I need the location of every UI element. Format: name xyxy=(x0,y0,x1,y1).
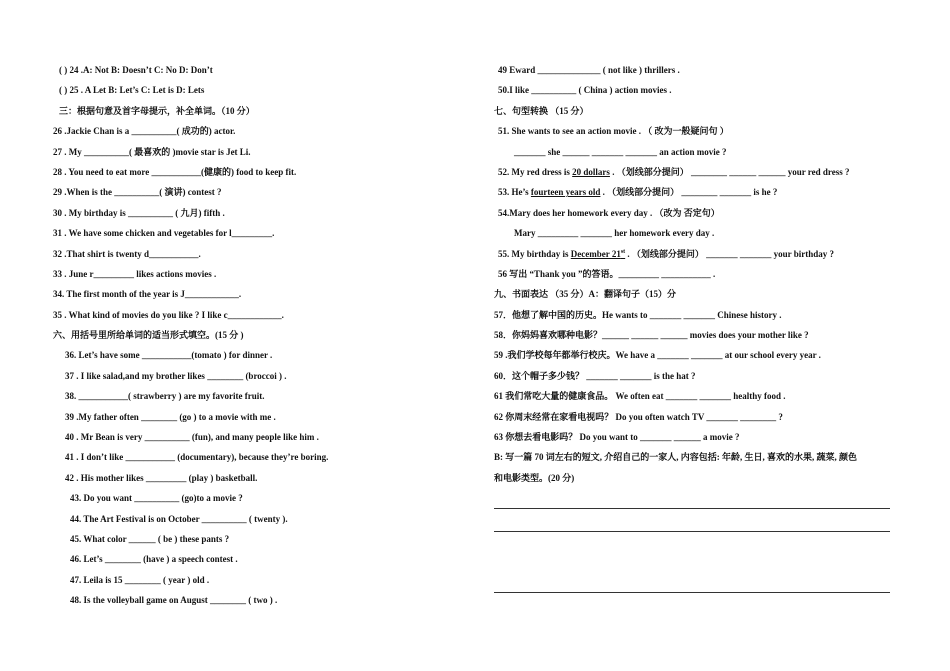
question-63: 63 你想去看电影吗？ Do you want to _______ ______ a movie ? xyxy=(494,432,740,443)
question-29: 29 .When is the __________( 演讲) contest ? xyxy=(53,187,222,198)
question-32: 32 .That shirt is twenty d___________. xyxy=(53,248,201,259)
question-35: 35 . What kind of movies do you like ? I like c____________. xyxy=(53,309,284,320)
question-55-date: December 21 xyxy=(570,248,621,259)
question-25: ( ) 25 . A Let B: Let’s C: Let is D: Lets xyxy=(59,85,205,96)
question-56: 56 写出 “Thank you ”的答语。_________ ___________ . xyxy=(498,268,716,279)
question-40: 40 . Mr Bean is very __________ (fun), and many people like him . xyxy=(65,432,319,443)
question-31: 31 . We have some chicken and vegetables for l_________. xyxy=(53,228,275,239)
question-43: 43. Do you want __________ (go)to a movie ? xyxy=(70,493,243,504)
question-37: 37 . I like salad,and my brother likes ________ (broccoi ) . xyxy=(65,370,287,381)
section-9-heading: 九、书面表达 （35 分）A：翻译句子（15）分 xyxy=(494,289,677,300)
question-54-answer: Mary _________ _______ her homework every day . xyxy=(514,228,715,239)
writing-line xyxy=(494,531,890,532)
question-39: 39 .My father often ________ (go ) to a movie with me . xyxy=(65,411,276,422)
question-42: 42 . His mother likes _________ (play ) basketball. xyxy=(65,472,258,483)
question-55-prefix: 55. My birthday is xyxy=(498,248,571,259)
question-51: 51. She wants to see an action movie . （ 改为一般疑问句 ） xyxy=(498,126,729,137)
question-52-suffix: . （划线部分提问） ________ ______ ______ your red dress ? xyxy=(609,166,850,177)
question-57: 57．他想了解中国的历史。He wants to _______ _______ Chinese history . xyxy=(494,309,782,320)
question-58: 58．你妈妈喜欢哪种电影？______ ______ ______ movies does your mother like ? xyxy=(494,330,809,341)
question-38: 38. ___________( strawberry ) are my favorite fruit. xyxy=(65,391,265,402)
left-column xyxy=(53,60,463,611)
question-24: ( ) 24 .A: Not B: Doesn’t C: No D: Don’t xyxy=(59,65,213,75)
question-53-suffix: . （划线部分提问） ________ _______ is he ? xyxy=(600,187,778,198)
question-53-underlined: fourteen years old xyxy=(530,187,601,198)
question-34: 34. The first month of the year is J____________. xyxy=(53,289,242,300)
question-44: 44. The Art Festival is on October __________ ( twenty ). xyxy=(70,513,288,524)
question-49: 49 Eward ______________ ( not like ) thrillers . xyxy=(498,65,680,75)
question-52-underlined: 20 dollars xyxy=(572,166,610,177)
question-45: 45. What color ______ ( be ) these pants ? xyxy=(70,533,230,544)
question-53 xyxy=(494,182,894,202)
question-41: 41 . I don’t like ___________ (documentary), because they’re boring. xyxy=(65,452,329,463)
question-28: 28 . You need to eat more ___________(健康的) food to keep fit. xyxy=(53,166,297,177)
question-55-underlined xyxy=(571,249,625,259)
question-33: 33 . June r_________ likes actions movies . xyxy=(53,268,217,279)
question-52-prefix: 52. My red dress is xyxy=(498,166,573,177)
question-55 xyxy=(494,244,894,264)
writing-line xyxy=(494,592,890,593)
question-55-suffix: . （划线部分提问） _______ _______ your birthday ? xyxy=(625,248,835,259)
question-60: 60．这个帽子多少钱？ _______ _______ is the hat ? xyxy=(494,370,696,381)
question-47: 47. Leila is 15 ________ ( year ) old . xyxy=(70,574,210,585)
question-59: 59 .我们学校每年都举行校庆。We have a _______ _______ at our school every year . xyxy=(494,350,821,361)
writing-task-prompt-cont: 和电影类型。(20 分) xyxy=(494,472,575,483)
writing-task-prompt: B: 写一篇 70 词左右的短文, 介绍自己的一家人, 内容包括: 年龄, 生日, 喜欢的水果, 蔬菜, 颜色 xyxy=(494,452,857,463)
question-26: 26 .Jackie Chan is a __________( 成功的) actor. xyxy=(53,126,236,137)
question-62: 62 你周末经常在家看电视吗？ Do you often watch TV _______ ________ ? xyxy=(494,411,783,422)
question-55-ordinal: st xyxy=(620,248,626,255)
question-53-prefix: 53. He’s xyxy=(498,187,531,198)
section-7-heading: 七、句型转换 （15 分） xyxy=(494,105,589,116)
section-3-heading: 三：根据句意及首字母提示，补全单词。（10 分） xyxy=(59,105,255,116)
question-54: 54.Mary does her homework every day . （改为 否定句） xyxy=(498,207,720,218)
question-30: 30 . My birthday is __________ ( 九月) fifth . xyxy=(53,207,225,218)
question-27: 27 . My __________( 最喜欢的 )movie star is Jet Li. xyxy=(53,146,251,157)
question-36: 36. Let’s have some ___________(tomato ) for dinner . xyxy=(65,350,273,361)
right-column xyxy=(494,60,894,488)
question-52 xyxy=(494,162,894,182)
section-6-heading: 六、用括号里所给单词的适当形式填空。(15 分 ) xyxy=(53,330,244,341)
question-46: 46. Let’s ________ (have ) a speech contest . xyxy=(70,554,238,565)
writing-line xyxy=(494,508,890,509)
question-48: 48. Is the volleyball game on August ________ ( two ) . xyxy=(70,595,278,606)
question-61: 61 我们常吃大量的健康食品。 We often eat _______ _______ healthy food . xyxy=(494,391,786,402)
question-51-answer: _______ she ______ _______ _______ an action movie ? xyxy=(514,146,727,157)
question-50: 50.I like __________ ( China ) action movies . xyxy=(498,85,672,96)
